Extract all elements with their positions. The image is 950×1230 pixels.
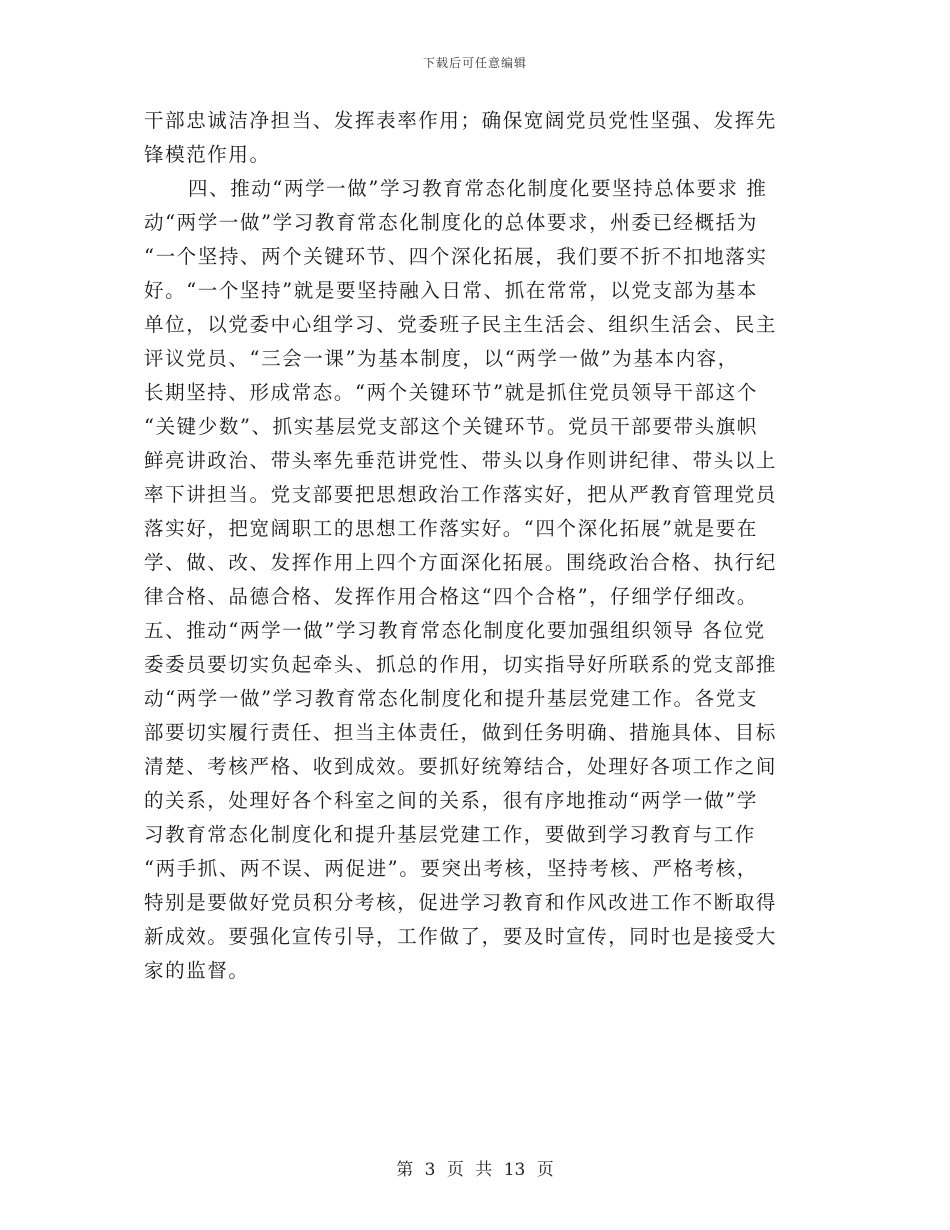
text-line: 动“两学一做”学习教育常态化制度化和提升基层党建工作。各党支 xyxy=(144,687,758,710)
text-line: “一个坚持、两个关键环节、四个深化拓展，我们要不折不扣地落实 xyxy=(144,245,768,268)
text-line: 的关系，处理好各个科室之间的关系，很有序地推动“两学一做”学 xyxy=(144,789,758,812)
text-line: “关键少数”、抓实基层党支部这个关键环节。党员干部要带头旗帜 xyxy=(144,415,758,438)
paragraph-start-line: 四、推动“两学一做”学习教育常态化制度化要坚持总体要求 推 xyxy=(188,177,768,200)
text-line: 锋模范作用。 xyxy=(144,143,271,166)
text-line: 率下讲担当。党支部要把思想政治工作落实好，把从严教育管理党员 xyxy=(144,483,778,506)
text-line: 落实好，把宽阔职工的思想工作落实好。“四个深化拓展”就是要在 xyxy=(144,517,758,540)
text-line: “两手抓、两不误、两促进”。要突出考核，坚持考核、严格考核， xyxy=(144,857,758,880)
text-line: 特别是要做好党员积分考核，促进学习教育和作风改进工作不断取得 xyxy=(144,891,778,914)
text-line: 习教育常态化制度化和提升基层党建工作，要做到学习教育与工作 xyxy=(144,823,756,846)
text-line: 干部忠诚洁净担当、发挥表率作用；确保宽阔党员党性坚强、发挥先 xyxy=(144,109,778,132)
text-line: 新成效。要强化宣传引导，工作做了，要及时宣传，同时也是接受大 xyxy=(144,925,778,948)
text-line: 清楚、考核严格、收到成效。要抓好统筹结合，处理好各项工作之间 xyxy=(144,755,778,778)
text-line: 单位，以党委中心组学习、党委班子民主生活会、组织生活会、民主 xyxy=(144,313,778,336)
text-line: 评议党员、“三会一课”为基本制度，以“两学一做”为基本内容， xyxy=(144,347,739,370)
document-body xyxy=(144,104,814,988)
page-number-footer: 第 3 页 共 13 页 xyxy=(396,1160,554,1180)
text-line: 动“两学一做”学习教育常态化制度化的总体要求，州委已经概括为 xyxy=(144,211,758,234)
text-line: 长期坚持、形成常态。“两个关键环节”就是抓住党员领导干部这个 xyxy=(144,381,758,404)
page-header-note: 下载后可任意编辑 xyxy=(422,56,527,70)
text-line: 好。“一个坚持”就是要坚持融入日常、抓在常常，以党支部为基本 xyxy=(144,279,758,302)
text-line: 委委员要切实负起牵头、抓总的作用，切实指导好所联系的党支部推 xyxy=(144,653,778,676)
text-line: 学、做、改、发挥作用上四个方面深化拓展。围绕政治合格、执行纪 xyxy=(144,551,778,574)
text-line: 五、推动“两学一做”学习教育常态化制度化要加强组织领导 各位党 xyxy=(144,619,766,642)
text-line: 鲜亮讲政治、带头率先垂范讲党性、带头以身作则讲纪律、带头以上 xyxy=(144,449,778,472)
text-line: 律合格、品德合格、发挥作用合格这“四个合格”，仔细学仔细改。 xyxy=(144,585,758,608)
text-line: 家的监督。 xyxy=(144,959,250,982)
text-line: 部要切实履行责任、担当主体责任，做到任务明确、措施具体、目标 xyxy=(144,721,778,744)
